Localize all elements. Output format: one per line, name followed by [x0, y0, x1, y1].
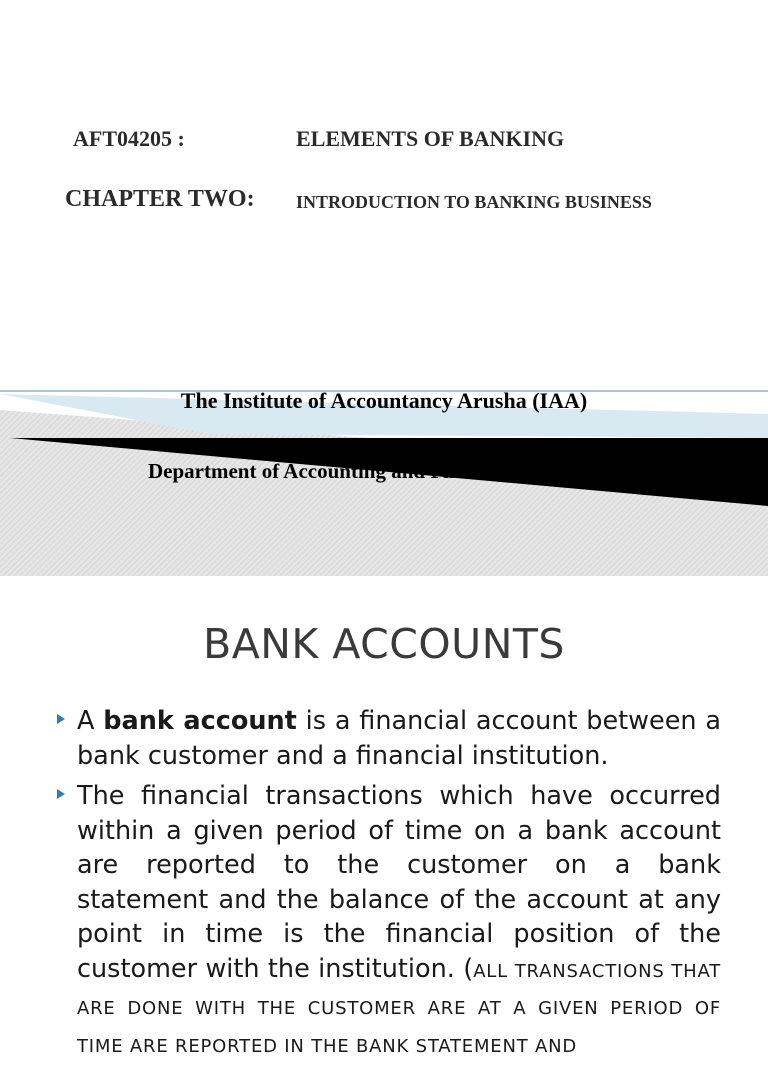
department-name: Department of Accounting and Finance [148, 459, 502, 483]
bullet-text: is a financial account between a bank customer and a financial institution. [77, 706, 721, 771]
course-code: AFT04205 : [73, 126, 185, 151]
bullet-item [77, 704, 721, 773]
paren-open: ( [463, 953, 474, 984]
content-slide [0, 576, 768, 1057]
bullet-item [77, 779, 721, 1064]
smallcaps-note: ALL TRANSACTIONS THAT ARE DONE WITH THE CUSTOMER ARE AT A GIVEN PERIOD OF TIME ARE REPORTED IN THE BANK STATEMENT AND [77, 960, 722, 1057]
bullet-text: A [77, 706, 104, 736]
bullet-list [0, 704, 768, 1070]
bullet-triangle-icon [57, 789, 65, 799]
chapter-label: CHAPTER TWO: [65, 186, 255, 212]
chapter-title: INTRODUCTION TO BANKING BUSINESS [296, 192, 652, 212]
bullet-triangle-icon [57, 714, 65, 724]
bullet-text: The financial transactions which have occurred within a given period of time on a bank account are reported to the customer on a bank statement and the balance of the account at any point in time is the financial position of the customer with the institution. [77, 781, 721, 984]
institution-name: The Institute of Accountancy Arusha (IAA) [180, 388, 588, 413]
slide-title: BANK ACCOUNTS [203, 620, 565, 668]
course-name: ELEMENTS OF BANKING [296, 126, 565, 151]
bold-term: bank account [103, 706, 297, 736]
